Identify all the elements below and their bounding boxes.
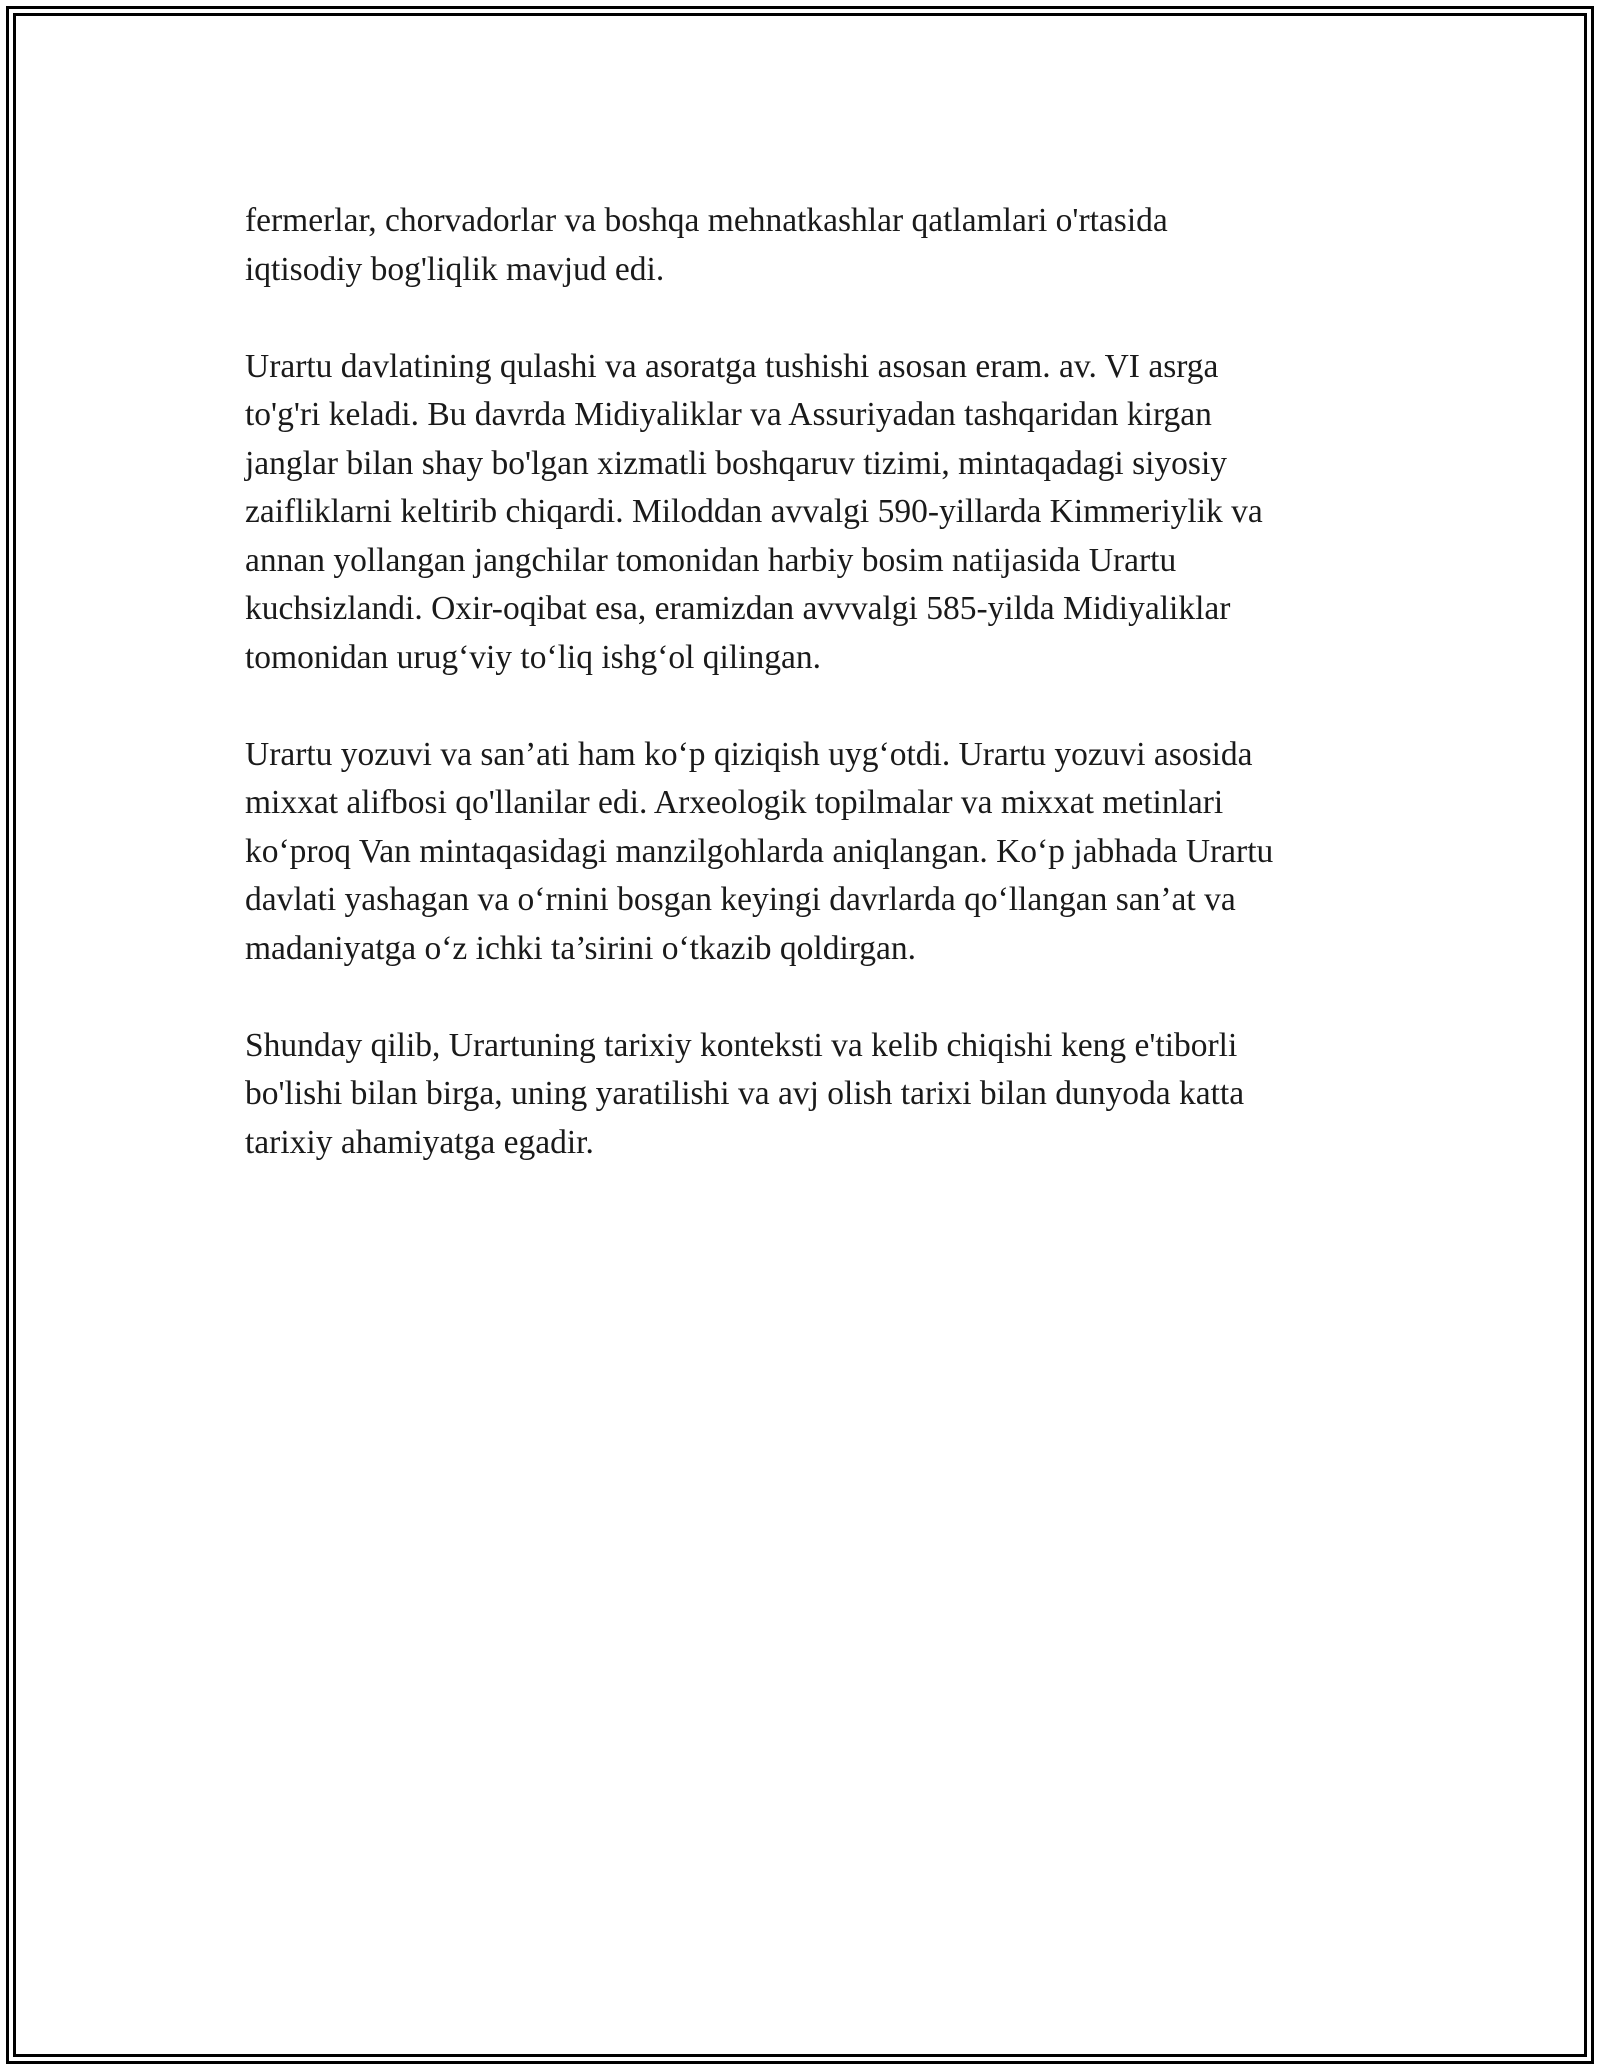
paragraph-4 bbox=[245, 1022, 1385, 1168]
paragraph-3 bbox=[245, 731, 1385, 974]
text-line: fermerlar, chorvadorlar va boshqa mehnatkashlar qatlamlari o'rtasida bbox=[245, 202, 1168, 239]
text-line: Shunday qilib, Urartuning tarixiy konteksti va kelib chiqishi keng e'tiborli bbox=[245, 1026, 1238, 1064]
text-line: kuchsizlandi. Oxir-oqibat esa, eramizdan avvvalgi 585-yilda Midiyaliklar bbox=[245, 590, 1231, 627]
paragraph-1 bbox=[245, 197, 1385, 294]
text-line: mixxat alifbosi qo'llanilar edi. Arxeologik topilmalar va mixxat metinlari bbox=[245, 784, 1224, 821]
text-line: annan yollangan jangchilar tomonidan harbiy bosim natijasida Urartu bbox=[245, 541, 1177, 579]
text-line: bo'lishi bilan birga, uning yaratilishi va avj olish tarixi bilan dunyoda katta bbox=[245, 1075, 1245, 1112]
text-line: to'g'ri keladi. Bu davrda Midiyaliklar va Assuriyadan tashqaridan kirgan bbox=[245, 396, 1212, 433]
text-line: zaifliklarni keltirib chiqardi. Miloddan avvalgi 590-yillarda Kimmeriylik va bbox=[245, 493, 1263, 530]
text-line: davlati yashagan va o‘rnini bosgan keyingi davrlarda qo‘llangan san’at va bbox=[245, 881, 1236, 918]
text-line: Urartu yozuvi va san’ati ham ko‘p qiziqish uyg‘otdi. Urartu yozuvi asosida bbox=[245, 735, 1253, 773]
text-line: madaniyatga o‘z ichki ta’sirini o‘tkazib qoldirgan. bbox=[245, 929, 917, 967]
text-line: janglar bilan shay bo'lgan xizmatli boshqaruv tizimi, mintaqadagi siyosiy bbox=[245, 444, 1228, 482]
text-line: tarixiy ahamiyatga egadir. bbox=[245, 1123, 594, 1161]
paragraph-2 bbox=[245, 343, 1385, 683]
page-border bbox=[6, 6, 1594, 2064]
text-line: ko‘proq Van mintaqasidagi manzilgohlarda aniqlangan. Ko‘p jabhada Urartu bbox=[245, 832, 1274, 870]
text-line: iqtisodiy bog'liqlik mavjud edi. bbox=[245, 250, 665, 288]
text-line: Urartu davlatining qulashi va asoratga tushishi asosan eram. av. VI asrga bbox=[245, 347, 1219, 385]
text-line: tomonidan urug‘viy to‘liq ishg‘ol qilingan. bbox=[245, 638, 821, 676]
document-body bbox=[245, 197, 1385, 1216]
